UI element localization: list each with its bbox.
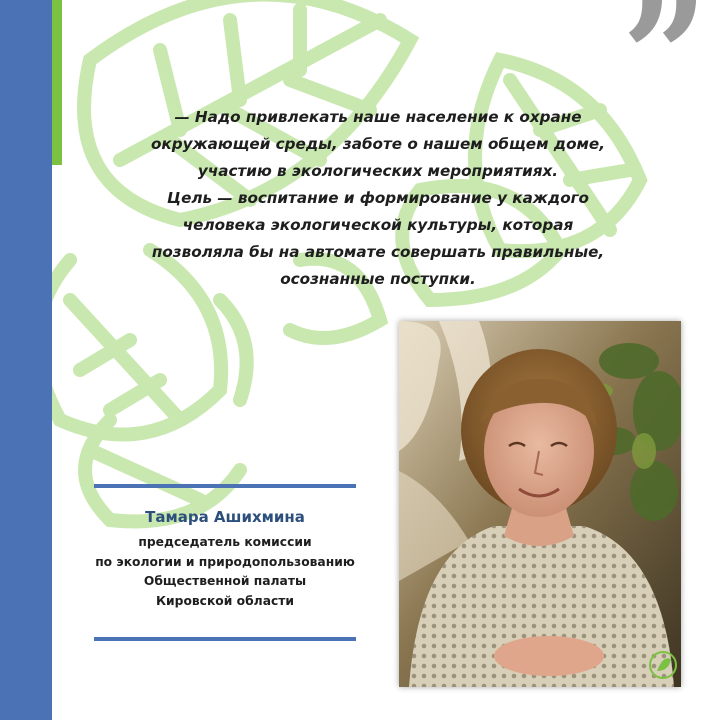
quote-line: позволяла бы на автомате совершать правильные, (151, 243, 605, 261)
quote-line: человека экологической культуры, которая (182, 216, 574, 234)
quote-line: Цель — воспитание и формирование у каждого (166, 189, 589, 207)
person-title-line: Кировской области (155, 593, 295, 608)
person-caption (70, 508, 380, 611)
person-title-line: по экологии и природопользованию (95, 554, 355, 569)
person-title-line: Общественной палаты (143, 574, 307, 588)
quote-line: участию в экологических мероприятиях. (197, 162, 559, 180)
quote-line: — Надо привлекать наше население к охране (174, 108, 582, 126)
quote-text (98, 104, 658, 293)
quote-line: окружающей среды, заботе о нашем общем доме, (150, 135, 605, 153)
closing-quote-icon: ” (621, 0, 708, 145)
left-blue-stripe (0, 0, 52, 720)
divider-top (94, 484, 356, 488)
quote-line: осознанные поступки. (280, 270, 476, 288)
portrait-photo (399, 321, 681, 687)
divider-bottom (94, 637, 356, 641)
person-title-line: председатель комиссии (138, 535, 312, 549)
person-name: Тамара Ашихмина (145, 508, 305, 526)
left-green-stripe (52, 0, 62, 165)
